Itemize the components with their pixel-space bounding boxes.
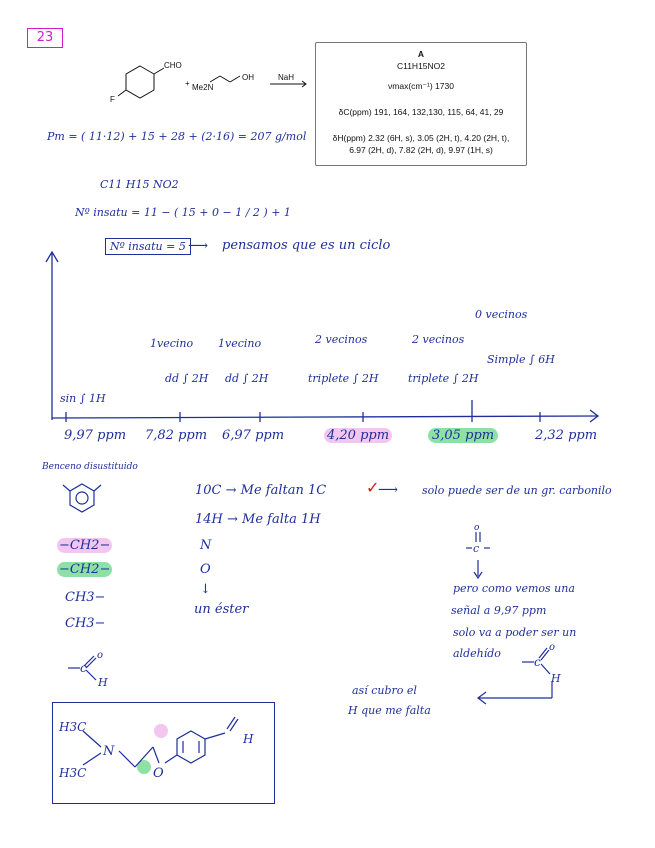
ppm-label-5: 3,05 ppm (428, 428, 498, 443)
ppm-label-3: 6,97 ppm (222, 428, 285, 443)
fragments-title: Benceno disustituido (42, 462, 138, 472)
arrow-glyph: ⟶ (188, 238, 209, 254)
peak-4-assign: triplete ∫ 2H (308, 372, 379, 385)
fluoro-label: F (110, 95, 115, 104)
fragment-ch2-1: −CH2− (59, 538, 111, 553)
reaction-scheme (110, 52, 310, 112)
c13-data: δC(ppm) 191, 164, 132,130, 115, 64, 41, 29 (338, 107, 504, 117)
ir-data: νmax(cm⁻¹) 1730 (388, 81, 454, 91)
ppm-label-4: 4,20 ppm (324, 428, 392, 443)
reasoning-ester: un éster (194, 602, 249, 617)
unsaturation-result: Nº insatu = 5 (105, 238, 191, 255)
fragment-ch2-2: −CH2− (59, 562, 111, 577)
fragment-ch3-2: CH3− (65, 616, 106, 631)
reasoning-right-3: solo va a poder ser un (453, 626, 577, 639)
plus-sign: + (185, 79, 190, 88)
reasoning-right-5: así cubro el (352, 684, 417, 697)
return-arrow (470, 680, 560, 710)
oxygen-label: O (153, 766, 164, 781)
peak-2-neighbors: 1vecino (150, 337, 194, 350)
peak-1-assign: sin ∫ 1H (60, 392, 106, 405)
svg-text:c: c (473, 542, 480, 555)
peak-3-neighbors: 1vecino (218, 337, 262, 350)
benzene-sketch (58, 478, 108, 518)
peak-6-neighbors: 0 vecinos (475, 308, 528, 321)
peak-5-assign: triplete ∫ 2H (408, 372, 479, 385)
methyl-top-label: H3C (59, 720, 87, 734)
svg-text:H: H (551, 672, 561, 685)
reasoning-carbonyl: solo puede ser de un gr. carbonilo (422, 484, 612, 497)
alcohol-label: OH (242, 73, 254, 82)
peak-5-neighbors: 2 vecinos (412, 333, 465, 346)
aldehyde-label: CHO (164, 61, 182, 70)
svg-text:o: o (474, 523, 480, 533)
h1-data-line2: 6.97 (2H, d), 7.82 (2H, d), 9.97 (1H, s) (349, 145, 493, 155)
molecular-weight-note: Pm = ( 11·12) + 15 + 28 + (2·16) = 207 g/mol (47, 130, 307, 143)
reagent-label: NaH (278, 73, 295, 82)
arrow-down: ↓ (200, 582, 211, 597)
ppm-label-2: 7,82 ppm (145, 428, 208, 443)
carbonyl-group-sketch (462, 522, 502, 582)
ppm-label-6: 2,32 ppm (535, 428, 598, 443)
product-label: A (417, 49, 425, 59)
reasoning-right-4: aldehído (453, 647, 501, 660)
reasoning-right-6: H que me falta (348, 704, 431, 717)
final-structure-drawing (53, 703, 274, 803)
reasoning-nitrogen: N (200, 538, 212, 553)
unsaturation-comment: pensamos que es un ciclo (222, 238, 391, 253)
reasoning-carbon: 10C → Me faltan 1C (195, 483, 327, 498)
product-formula: C11H15NO2 (396, 61, 446, 71)
h1-data-line1: δH(ppm) 2.32 (6H, s), 3.05 (2H, t), 4.20 (2H, t), (332, 133, 510, 143)
peak-3-assign: dd ∫ 2H (225, 372, 269, 385)
formula-handwritten: C11 H15 NO2 (100, 178, 179, 191)
reasoning-right-1: pero como vemos una (453, 582, 575, 595)
svg-text:c: c (534, 655, 541, 669)
final-structure-box (52, 702, 275, 804)
reasoning-hydrogen: 14H → Me falta 1H (195, 512, 321, 527)
peak-6-assign: Simple ∫ 6H (487, 353, 555, 366)
reasoning-oxygen: O (200, 562, 211, 577)
peak-2-assign: dd ∫ 2H (165, 372, 209, 385)
reasoning-right-2: señal a 9,97 ppm (451, 604, 547, 617)
ppm-label-1: 9,97 ppm (64, 428, 127, 443)
svg-text:o: o (549, 642, 556, 653)
unsaturation-equation: Nº insatu = 11 − ( 15 + 0 − 1 / 2 ) + 1 (75, 206, 291, 219)
peak-4-neighbors: 2 vecinos (315, 333, 368, 346)
methyl-bottom-label: H3C (59, 766, 87, 780)
arrow-glyph-2: ⟶ (378, 482, 399, 498)
fragment-ch3-1: CH3− (65, 590, 106, 605)
nitrogen-label: N (103, 744, 115, 759)
svg-text:c: c (80, 661, 87, 675)
exercise-number-badge: 23 (27, 28, 63, 48)
svg-text:o: o (97, 650, 104, 661)
hydrogen-label: H (243, 732, 254, 746)
carbonyl-fragment-sketch (66, 648, 116, 688)
svg-text:H: H (98, 676, 108, 688)
amine-label: Me2N (192, 83, 214, 92)
check-icon: ✓ (366, 478, 380, 497)
product-data-box (315, 42, 527, 166)
